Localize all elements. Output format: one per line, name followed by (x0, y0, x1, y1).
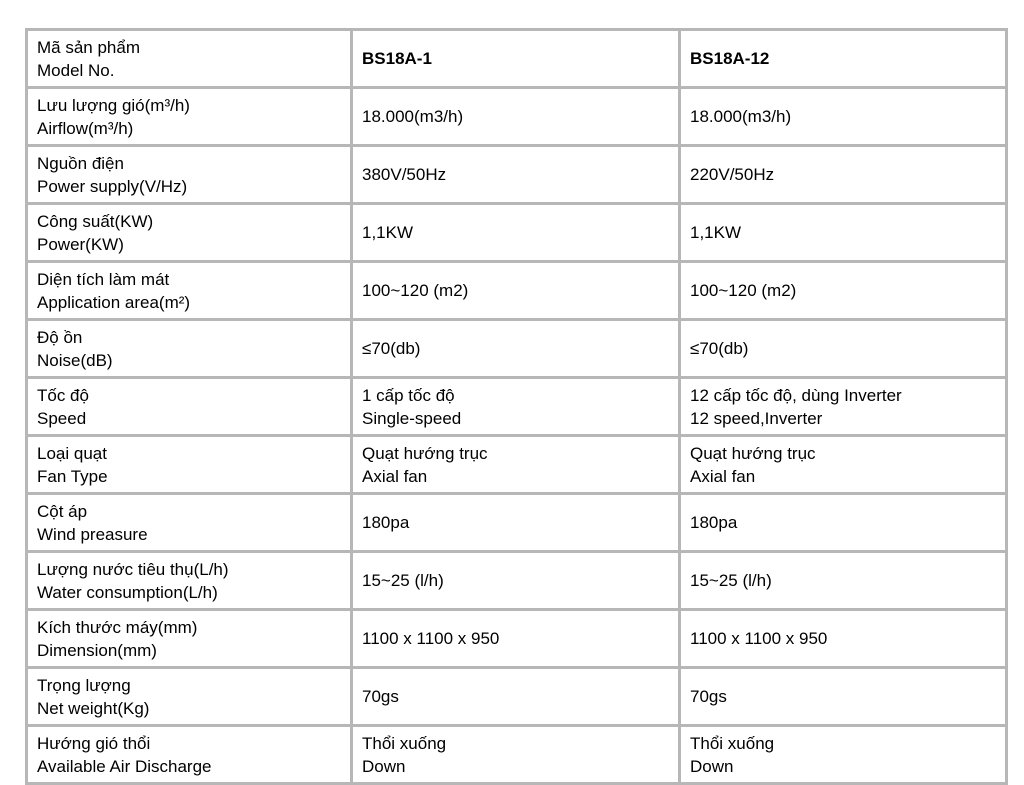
spec-label-cell-airflow (27, 88, 352, 146)
spec-label-line: Speed (37, 408, 87, 428)
value-line: 18.000(m3/h) (690, 107, 792, 126)
spec-label-line: Diện tích làm mát (37, 269, 170, 289)
table-row-airflow (27, 88, 1007, 146)
value-cell-water-consumption-model-1 (352, 552, 680, 610)
spec-label-cell-net-weight (27, 668, 352, 726)
value-line: 70gs (690, 687, 727, 706)
spec-label-line: Noise(dB) (37, 350, 113, 370)
value-line: 180pa (690, 513, 738, 532)
value-line: 100~120 (m2) (690, 281, 797, 300)
value-cell-speed-model-2 (680, 378, 1007, 436)
value-line: 180pa (362, 513, 410, 532)
value-line: Thổi xuống (362, 733, 447, 753)
spec-table-container (25, 28, 1008, 785)
value-line: 15~25 (l/h) (362, 571, 444, 590)
value-cell-application-area-model-1 (352, 262, 680, 320)
value-line: 1,1KW (362, 223, 414, 242)
value-line: 15~25 (l/h) (690, 571, 772, 590)
table-row-air-discharge (27, 726, 1007, 784)
value-cell-wind-pressure-model-2 (680, 494, 1007, 552)
value-line: 18.000(m3/h) (362, 107, 464, 126)
value-cell-air-discharge-model-1 (352, 726, 680, 784)
spec-label-line: Kích thước máy(mm) (37, 617, 198, 637)
value-cell-power-supply-model-1 (352, 146, 680, 204)
value-cell-airflow-model-1 (352, 88, 680, 146)
value-cell-fan-type-model-1 (352, 436, 680, 494)
value-cell-wind-pressure-model-1 (352, 494, 680, 552)
spec-label-cell-application-area (27, 262, 352, 320)
value-cell-noise-model-1 (352, 320, 680, 378)
table-row-speed (27, 378, 1007, 436)
spec-label-line: Cột áp (37, 501, 88, 521)
table-row-dimension (27, 610, 1007, 668)
value-cell-fan-type-model-2 (680, 436, 1007, 494)
table-row-application-area (27, 262, 1007, 320)
spec-label-line: Tốc độ (37, 385, 89, 405)
value-line: ≤70(db) (362, 339, 421, 358)
value-line: 12 speed,Inverter (690, 408, 823, 428)
spec-label-line: Net weight(Kg) (37, 698, 150, 718)
spec-label-line: Mã sản phẩm (37, 37, 140, 57)
value-cell-power-model-2 (680, 204, 1007, 262)
value-line: 70gs (362, 687, 399, 706)
value-line: 12 cấp tốc độ, dùng Inverter (690, 385, 902, 405)
table-row-model-no (27, 30, 1007, 88)
spec-label-cell-power-supply (27, 146, 352, 204)
value-line: Axial fan (690, 466, 756, 486)
spec-label-cell-air-discharge (27, 726, 352, 784)
value-cell-net-weight-model-2 (680, 668, 1007, 726)
value-cell-dimension-model-1 (352, 610, 680, 668)
spec-label-line: Loại quạt (37, 443, 107, 463)
table-row-power (27, 204, 1007, 262)
value-cell-model-no-model-1 (352, 30, 680, 88)
value-cell-air-discharge-model-2 (680, 726, 1007, 784)
table-row-noise (27, 320, 1007, 378)
product-spec-table (25, 28, 1008, 785)
value-cell-speed-model-1 (352, 378, 680, 436)
spec-label-line: Available Air Discharge (37, 756, 212, 776)
value-cell-power-model-1 (352, 204, 680, 262)
value-cell-airflow-model-2 (680, 88, 1007, 146)
value-line: 1 cấp tốc độ (362, 385, 455, 405)
spec-label-line: Công suất(KW) (37, 211, 154, 231)
spec-label-line: Trọng lượng (37, 675, 131, 695)
value-cell-net-weight-model-1 (352, 668, 680, 726)
spec-label-line: Fan Type (37, 466, 108, 486)
spec-table-body (27, 30, 1007, 784)
value-line: Down (362, 756, 406, 776)
model-name-text: BS18A-1 (362, 49, 432, 68)
spec-label-cell-dimension (27, 610, 352, 668)
value-line: 100~120 (m2) (362, 281, 469, 300)
spec-label-line: Hướng gió thổi (37, 733, 151, 753)
spec-label-line: Application area(m²) (37, 292, 191, 312)
value-line: Single-speed (362, 408, 462, 428)
value-cell-water-consumption-model-2 (680, 552, 1007, 610)
spec-label-line: Water consumption(L/h) (37, 582, 218, 602)
value-line: 1,1KW (690, 223, 742, 242)
value-line: Thổi xuống (690, 733, 775, 753)
spec-label-cell-water-consumption (27, 552, 352, 610)
value-line: Quạt hướng trục (362, 443, 488, 463)
spec-label-line: Model No. (37, 60, 115, 80)
value-line: 1100 x 1100 x 950 (362, 629, 500, 648)
spec-label-cell-noise (27, 320, 352, 378)
table-row-wind-pressure (27, 494, 1007, 552)
model-name-text: BS18A-12 (690, 49, 770, 68)
value-line: 220V/50Hz (690, 165, 775, 184)
spec-label-line: Nguồn điện (37, 153, 124, 173)
value-cell-model-no-model-2 (680, 30, 1007, 88)
value-cell-application-area-model-2 (680, 262, 1007, 320)
value-line: 1100 x 1100 x 950 (690, 629, 828, 648)
spec-label-cell-model-no (27, 30, 352, 88)
spec-label-line: Dimension(mm) (37, 640, 157, 660)
value-cell-noise-model-2 (680, 320, 1007, 378)
spec-label-cell-speed (27, 378, 352, 436)
value-cell-power-supply-model-2 (680, 146, 1007, 204)
spec-label-line: Độ ồn (37, 327, 83, 347)
table-row-net-weight (27, 668, 1007, 726)
spec-label-line: Power supply(V/Hz) (37, 176, 188, 196)
value-line: Down (690, 756, 734, 776)
spec-label-line: Power(KW) (37, 234, 124, 254)
value-line: Quạt hướng trục (690, 443, 816, 463)
spec-label-line: Lưu lượng gió(m³/h) (37, 95, 190, 115)
spec-label-cell-wind-pressure (27, 494, 352, 552)
value-line: Axial fan (362, 466, 428, 486)
spec-label-line: Airflow(m³/h) (37, 118, 134, 138)
value-line: ≤70(db) (690, 339, 749, 358)
value-line: 380V/50Hz (362, 165, 447, 184)
spec-label-cell-power (27, 204, 352, 262)
value-cell-dimension-model-2 (680, 610, 1007, 668)
table-row-water-consumption (27, 552, 1007, 610)
spec-label-cell-fan-type (27, 436, 352, 494)
table-row-fan-type (27, 436, 1007, 494)
table-row-power-supply (27, 146, 1007, 204)
spec-label-line: Wind preasure (37, 524, 148, 544)
spec-label-line: Lượng nước tiêu thụ(L/h) (37, 559, 229, 579)
